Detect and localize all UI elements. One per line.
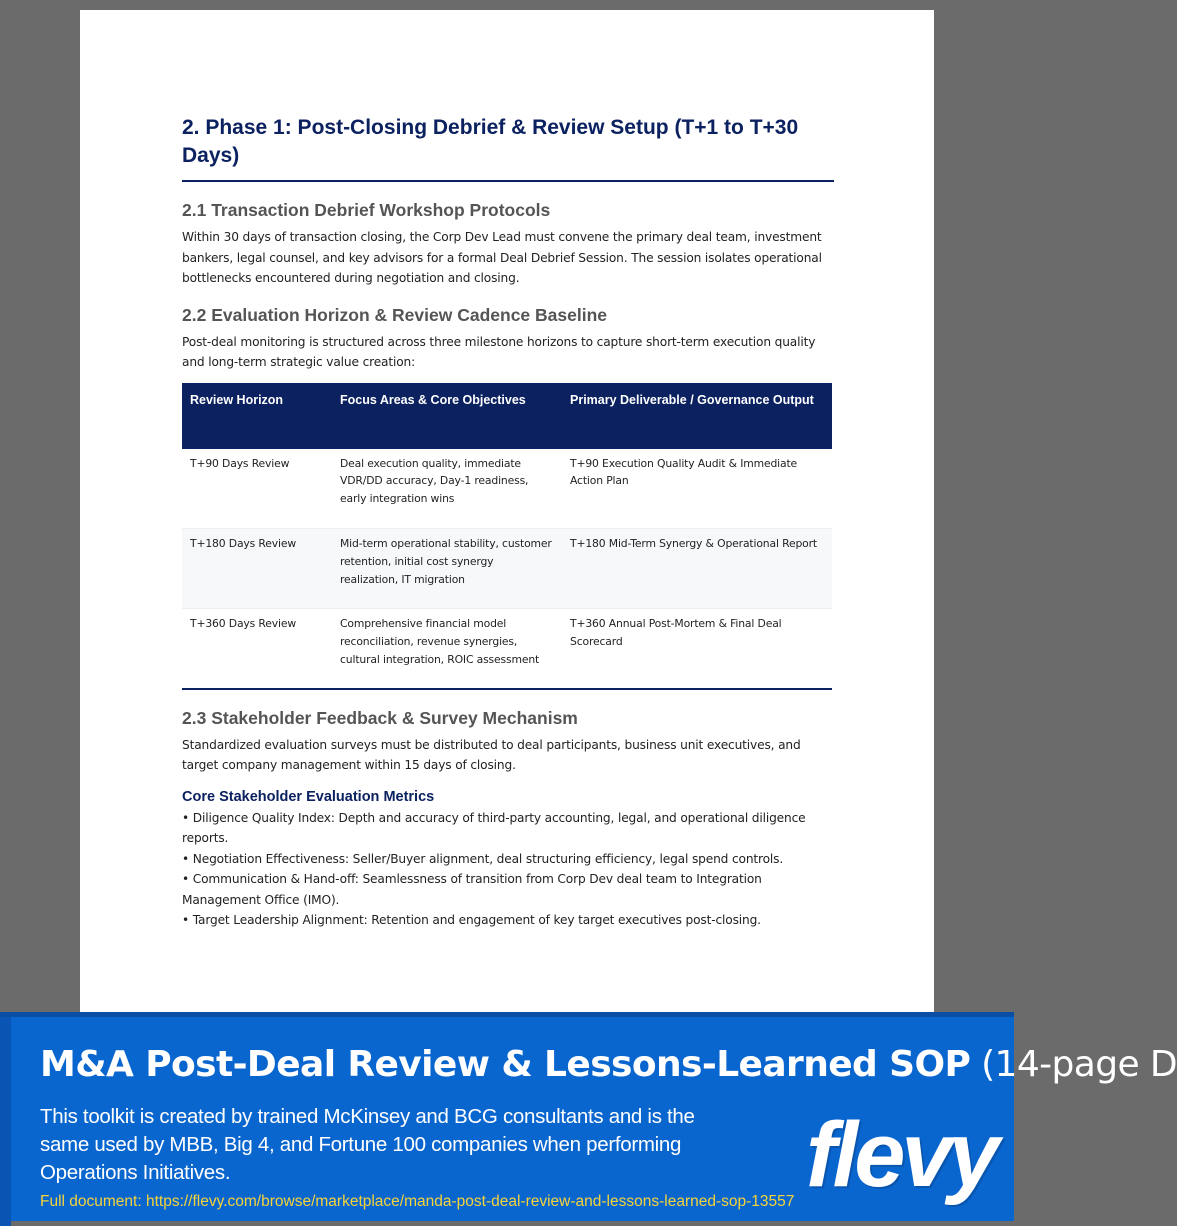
table-cell: T+180 Mid-Term Synergy & Operational Report bbox=[562, 529, 832, 609]
promo-banner bbox=[0, 1012, 1177, 1221]
table-row bbox=[182, 449, 832, 529]
section-heading: 2. Phase 1: Post-Closing Debrief & Review Setup (T+1 to T+30 Days) bbox=[182, 114, 834, 182]
column-header: Review Horizon bbox=[182, 383, 332, 449]
table-header-row bbox=[182, 383, 832, 449]
subsection-2-1-body: Within 30 days of transaction closing, the Corp Dev Lead must convene the primary deal team, investment bankers, legal counsel, and key advisors for a formal Deal Debrief Session. The session isolates operational bottlenecks encountered during negotiation and closing. bbox=[182, 230, 822, 285]
list-item: • Negotiation Effectiveness: Seller/Buyer alignment, deal structuring efficiency, legal spend controls. bbox=[182, 851, 784, 866]
table-cell: T+360 Annual Post-Mortem & Final Deal Scorecard bbox=[562, 609, 832, 689]
column-header: Primary Deliverable / Governance Output bbox=[562, 383, 832, 449]
table-cell: Deal execution quality, immediate VDR/DD accuracy, Day-1 readiness, early integration wins bbox=[332, 449, 562, 529]
list-item: • Target Leadership Alignment: Retention and engagement of key target executives post-closing. bbox=[182, 913, 761, 927]
subsection-2-2-title: 2.2 Evaluation Horizon & Review Cadence Baseline bbox=[182, 304, 607, 325]
review-horizon-table bbox=[182, 383, 832, 690]
table-cell: T+90 Days Review bbox=[182, 449, 332, 529]
banner-title-main: M&A Post-Deal Review & Lessons-Learned SOP bbox=[40, 1044, 971, 1085]
banner-edge bbox=[0, 1017, 11, 1226]
subsection-2-2-body: Post-deal monitoring is structured across three milestone horizons to capture short-term execution quality and long-term strategic value creation: bbox=[182, 334, 816, 369]
banner-description: This toolkit is created by trained McKinsey and BCG consultants and is the same used by MBB, Big 4, and Fortune 100 companies when performing Operations Initiatives. bbox=[40, 1105, 695, 1184]
metrics-list bbox=[182, 808, 834, 931]
subsection-2-1-title: 2.1 Transaction Debrief Workshop Protocols bbox=[182, 200, 551, 220]
banner-title-pages: (14-page D bbox=[970, 1044, 1177, 1085]
flevy-logo[interactable]: flevy bbox=[806, 1104, 996, 1206]
table-row bbox=[182, 609, 832, 689]
document-page bbox=[80, 10, 934, 1014]
subsection-2-3-title: 2.3 Stakeholder Feedback & Survey Mechanism bbox=[182, 707, 578, 728]
column-header: Focus Areas & Core Objectives bbox=[332, 383, 562, 449]
table-cell: Mid-term operational stability, customer retention, initial cost synergy realization, IT migration bbox=[332, 529, 562, 609]
subsection-2-3-body: Standardized evaluation surveys must be distributed to deal participants, business unit executives, and target company management within 15 days of closing. bbox=[182, 737, 801, 772]
full-document-link[interactable]: Full document: https://flevy.com/browse/marketplace/manda-post-deal-review-and-lessons-learned-sop-13557 bbox=[40, 1193, 795, 1210]
table-cell: T+360 Days Review bbox=[182, 609, 332, 689]
page-content bbox=[182, 114, 834, 931]
table-cell: T+180 Days Review bbox=[182, 529, 332, 609]
list-item: • Diligence Quality Index: Depth and accuracy of third-party accounting, legal, and operational diligence reports. bbox=[182, 810, 806, 845]
table-cell: T+90 Execution Quality Audit & Immediate Action Plan bbox=[562, 449, 832, 529]
table-row bbox=[182, 529, 832, 609]
list-item: • Communication & Hand-off: Seamlessness of transition from Corp Dev deal team to Integration Management Office (IMO). bbox=[182, 872, 762, 907]
banner-title bbox=[40, 1043, 1177, 1087]
metrics-title: Core Stakeholder Evaluation Metrics bbox=[182, 788, 435, 805]
table-cell: Comprehensive financial model reconciliation, revenue synergies, cultural integration, ROIC assessment bbox=[332, 609, 562, 689]
